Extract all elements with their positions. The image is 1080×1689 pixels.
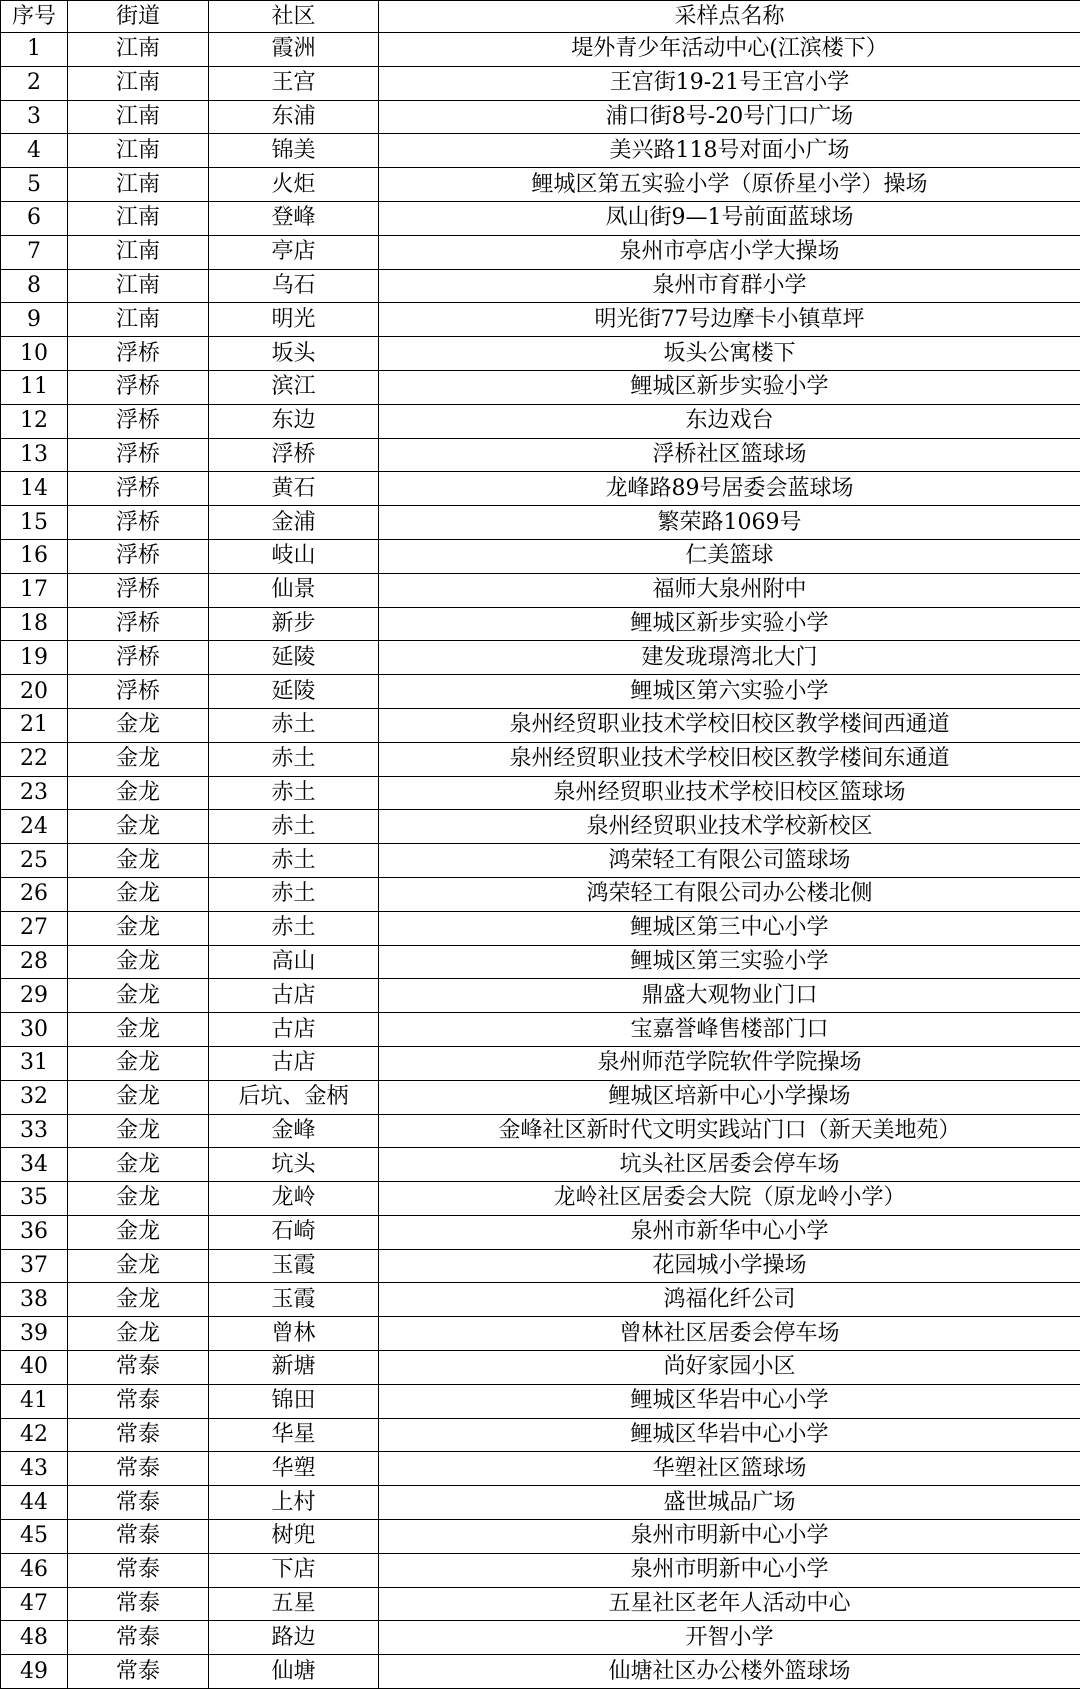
- table-row: [1, 708, 1080, 742]
- cell-street: 常泰: [68, 1486, 209, 1520]
- table-row: [1, 810, 1080, 844]
- cell-street: 金龙: [68, 911, 209, 945]
- table-row: [1, 1351, 1080, 1385]
- cell-street: 浮桥: [68, 607, 209, 641]
- cell-community: 登峰: [209, 201, 379, 235]
- cell-community: 下店: [209, 1553, 379, 1587]
- cell-community: 东边: [209, 404, 379, 438]
- cell-street: 金龙: [68, 1317, 209, 1351]
- cell-community: 新塘: [209, 1351, 379, 1385]
- cell-street: 江南: [68, 134, 209, 168]
- cell-site-name: 华塑社区篮球场: [379, 1452, 1080, 1486]
- table-row: [1, 337, 1080, 371]
- table-row: [1, 404, 1080, 438]
- cell-community: 仙景: [209, 573, 379, 607]
- cell-community: 古店: [209, 1046, 379, 1080]
- cell-site-name: 五星社区老年人活动中心: [379, 1587, 1080, 1621]
- table-row: [1, 269, 1080, 303]
- cell-street: 江南: [68, 201, 209, 235]
- cell-community: 赤土: [209, 708, 379, 742]
- table-row: [1, 675, 1080, 709]
- cell-community: 路边: [209, 1621, 379, 1655]
- cell-community: 石崎: [209, 1215, 379, 1249]
- cell-street: 常泰: [68, 1621, 209, 1655]
- cell-street: 江南: [68, 100, 209, 134]
- cell-street: 江南: [68, 303, 209, 337]
- cell-site-name: 泉州市明新中心小学: [379, 1553, 1080, 1587]
- cell-index: 3: [1, 100, 68, 134]
- cell-index: 49: [1, 1655, 68, 1689]
- cell-site-name: 鲤城区培新中心小学操场: [379, 1080, 1080, 1114]
- cell-community: 赤土: [209, 742, 379, 776]
- table-row: [1, 1418, 1080, 1452]
- cell-street: 江南: [68, 66, 209, 100]
- table-row: [1, 1553, 1080, 1587]
- cell-site-name: 鼎盛大观物业门口: [379, 979, 1080, 1013]
- cell-index: 40: [1, 1351, 68, 1385]
- cell-site-name: 鲤城区第六实验小学: [379, 675, 1080, 709]
- cell-index: 24: [1, 810, 68, 844]
- table-row: [1, 1013, 1080, 1047]
- cell-street: 金龙: [68, 1080, 209, 1114]
- cell-site-name: 泉州市亭店小学大操场: [379, 235, 1080, 269]
- cell-index: 10: [1, 337, 68, 371]
- cell-site-name: 泉州市新华中心小学: [379, 1215, 1080, 1249]
- cell-index: 31: [1, 1046, 68, 1080]
- cell-street: 浮桥: [68, 370, 209, 404]
- cell-site-name: 王宫街19-21号王宫小学: [379, 66, 1080, 100]
- cell-site-name: 尚好家园小区: [379, 1351, 1080, 1385]
- cell-index: 42: [1, 1418, 68, 1452]
- header-community: 社区: [209, 1, 379, 33]
- table-row: [1, 370, 1080, 404]
- cell-community: 火炬: [209, 168, 379, 202]
- cell-index: 33: [1, 1114, 68, 1148]
- cell-street: 金龙: [68, 1283, 209, 1317]
- cell-street: 金龙: [68, 1114, 209, 1148]
- cell-community: 赤土: [209, 810, 379, 844]
- cell-community: 浮桥: [209, 438, 379, 472]
- cell-index: 5: [1, 168, 68, 202]
- cell-index: 35: [1, 1182, 68, 1216]
- cell-index: 1: [1, 33, 68, 67]
- cell-site-name: 鲤城区华岩中心小学: [379, 1384, 1080, 1418]
- table-row: [1, 877, 1080, 911]
- cell-site-name: 鲤城区第五实验小学（原侨星小学）操场: [379, 168, 1080, 202]
- header-street: 街道: [68, 1, 209, 33]
- table-row: [1, 134, 1080, 168]
- cell-community: 玉霞: [209, 1283, 379, 1317]
- cell-community: 王宫: [209, 66, 379, 100]
- cell-index: 11: [1, 370, 68, 404]
- cell-street: 江南: [68, 168, 209, 202]
- cell-street: 常泰: [68, 1351, 209, 1385]
- cell-site-name: 东边戏台: [379, 404, 1080, 438]
- cell-site-name: 仙塘社区办公楼外篮球场: [379, 1655, 1080, 1689]
- cell-index: 32: [1, 1080, 68, 1114]
- cell-index: 19: [1, 641, 68, 675]
- cell-index: 36: [1, 1215, 68, 1249]
- cell-street: 金龙: [68, 1249, 209, 1283]
- table-row: [1, 506, 1080, 540]
- cell-community: 金峰: [209, 1114, 379, 1148]
- cell-street: 浮桥: [68, 641, 209, 675]
- cell-street: 金龙: [68, 844, 209, 878]
- cell-street: 常泰: [68, 1553, 209, 1587]
- table-row: [1, 1046, 1080, 1080]
- table-row: [1, 573, 1080, 607]
- table-row: [1, 844, 1080, 878]
- cell-community: 上村: [209, 1486, 379, 1520]
- cell-street: 浮桥: [68, 404, 209, 438]
- cell-index: 43: [1, 1452, 68, 1486]
- cell-community: 五星: [209, 1587, 379, 1621]
- cell-community: 霞洲: [209, 33, 379, 67]
- cell-street: 金龙: [68, 1182, 209, 1216]
- table-row: [1, 1114, 1080, 1148]
- cell-site-name: 堤外青少年活动中心(江滨楼下）: [379, 33, 1080, 67]
- cell-index: 21: [1, 708, 68, 742]
- cell-index: 47: [1, 1587, 68, 1621]
- cell-street: 江南: [68, 33, 209, 67]
- cell-community: 古店: [209, 979, 379, 1013]
- table-row: [1, 1452, 1080, 1486]
- cell-index: 34: [1, 1148, 68, 1182]
- table-row: [1, 1317, 1080, 1351]
- cell-site-name: 泉州师范学院软件学院操场: [379, 1046, 1080, 1080]
- header-index: 序号: [1, 1, 68, 33]
- cell-site-name: 坑头社区居委会停车场: [379, 1148, 1080, 1182]
- cell-site-name: 龙峰路89号居委会蓝球场: [379, 472, 1080, 506]
- cell-community: 赤土: [209, 911, 379, 945]
- cell-site-name: 坂头公寓楼下: [379, 337, 1080, 371]
- cell-site-name: 明光街77号边摩卡小镇草坪: [379, 303, 1080, 337]
- cell-index: 14: [1, 472, 68, 506]
- table-row: [1, 641, 1080, 675]
- cell-street: 金龙: [68, 810, 209, 844]
- cell-community: 黄石: [209, 472, 379, 506]
- cell-index: 41: [1, 1384, 68, 1418]
- cell-index: 13: [1, 438, 68, 472]
- cell-street: 金龙: [68, 1046, 209, 1080]
- cell-site-name: 泉州经贸职业技术学校旧校区教学楼间东通道: [379, 742, 1080, 776]
- cell-index: 46: [1, 1553, 68, 1587]
- cell-index: 2: [1, 66, 68, 100]
- cell-street: 常泰: [68, 1655, 209, 1689]
- cell-community: 赤土: [209, 877, 379, 911]
- cell-site-name: 繁荣路1069号: [379, 506, 1080, 540]
- cell-community: 华星: [209, 1418, 379, 1452]
- header-site-name: 采样点名称: [379, 1, 1080, 33]
- cell-site-name: 建发珑璟湾北大门: [379, 641, 1080, 675]
- cell-site-name: 开智小学: [379, 1621, 1080, 1655]
- cell-community: 锦田: [209, 1384, 379, 1418]
- cell-street: 常泰: [68, 1520, 209, 1554]
- cell-community: 华塑: [209, 1452, 379, 1486]
- cell-street: 常泰: [68, 1418, 209, 1452]
- cell-community: 亭店: [209, 235, 379, 269]
- cell-index: 12: [1, 404, 68, 438]
- table-row: [1, 1215, 1080, 1249]
- cell-index: 20: [1, 675, 68, 709]
- cell-site-name: 泉州经贸职业技术学校旧校区篮球场: [379, 776, 1080, 810]
- cell-site-name: 宝嘉誉峰售楼部门口: [379, 1013, 1080, 1047]
- cell-community: 锦美: [209, 134, 379, 168]
- table-row: [1, 1587, 1080, 1621]
- cell-community: 赤土: [209, 844, 379, 878]
- cell-site-name: 鲤城区新步实验小学: [379, 607, 1080, 641]
- cell-index: 23: [1, 776, 68, 810]
- cell-index: 27: [1, 911, 68, 945]
- cell-community: 坑头: [209, 1148, 379, 1182]
- cell-community: 滨江: [209, 370, 379, 404]
- table-row: [1, 438, 1080, 472]
- cell-street: 江南: [68, 269, 209, 303]
- cell-street: 金龙: [68, 877, 209, 911]
- table-row: [1, 1148, 1080, 1182]
- cell-site-name: 凤山街9—1号前面蓝球场: [379, 201, 1080, 235]
- cell-community: 金浦: [209, 506, 379, 540]
- table-row: [1, 1080, 1080, 1114]
- cell-street: 浮桥: [68, 438, 209, 472]
- cell-index: 44: [1, 1486, 68, 1520]
- cell-street: 金龙: [68, 1215, 209, 1249]
- cell-site-name: 福师大泉州附中: [379, 573, 1080, 607]
- cell-site-name: 盛世城品广场: [379, 1486, 1080, 1520]
- cell-index: 25: [1, 844, 68, 878]
- cell-site-name: 泉州经贸职业技术学校新校区: [379, 810, 1080, 844]
- cell-community: 树兜: [209, 1520, 379, 1554]
- cell-index: 29: [1, 979, 68, 1013]
- cell-community: 延陵: [209, 675, 379, 709]
- cell-index: 18: [1, 607, 68, 641]
- cell-street: 金龙: [68, 1148, 209, 1182]
- cell-community: 古店: [209, 1013, 379, 1047]
- cell-index: 17: [1, 573, 68, 607]
- cell-community: 仙塘: [209, 1655, 379, 1689]
- cell-community: 延陵: [209, 641, 379, 675]
- cell-site-name: 鸿荣轻工有限公司办公楼北侧: [379, 877, 1080, 911]
- cell-index: 28: [1, 945, 68, 979]
- cell-street: 金龙: [68, 979, 209, 1013]
- header-row: [1, 1, 1080, 33]
- cell-street: 江南: [68, 235, 209, 269]
- cell-street: 金龙: [68, 1013, 209, 1047]
- cell-index: 22: [1, 742, 68, 776]
- table-row: [1, 979, 1080, 1013]
- cell-street: 浮桥: [68, 337, 209, 371]
- cell-site-name: 鲤城区第三中心小学: [379, 911, 1080, 945]
- table-row: [1, 472, 1080, 506]
- cell-index: 48: [1, 1621, 68, 1655]
- table-row: [1, 303, 1080, 337]
- table-row: [1, 1520, 1080, 1554]
- cell-index: 6: [1, 201, 68, 235]
- table-row: [1, 235, 1080, 269]
- cell-street: 浮桥: [68, 472, 209, 506]
- cell-index: 15: [1, 506, 68, 540]
- cell-site-name: 鸿荣轻工有限公司篮球场: [379, 844, 1080, 878]
- table-row: [1, 66, 1080, 100]
- cell-street: 浮桥: [68, 573, 209, 607]
- cell-index: 26: [1, 877, 68, 911]
- cell-index: 8: [1, 269, 68, 303]
- table-body: [1, 33, 1080, 1689]
- table-row: [1, 1384, 1080, 1418]
- table-row: [1, 1283, 1080, 1317]
- cell-community: 曾林: [209, 1317, 379, 1351]
- cell-street: 浮桥: [68, 506, 209, 540]
- cell-street: 金龙: [68, 945, 209, 979]
- cell-community: 乌石: [209, 269, 379, 303]
- table-row: [1, 945, 1080, 979]
- cell-community: 岐山: [209, 539, 379, 573]
- cell-street: 常泰: [68, 1384, 209, 1418]
- cell-site-name: 金峰社区新时代文明实践站门口（新天美地苑）: [379, 1114, 1080, 1148]
- table-row: [1, 1249, 1080, 1283]
- cell-index: 9: [1, 303, 68, 337]
- table-row: [1, 742, 1080, 776]
- cell-site-name: 美兴路118号对面小广场: [379, 134, 1080, 168]
- cell-street: 常泰: [68, 1587, 209, 1621]
- cell-community: 玉霞: [209, 1249, 379, 1283]
- cell-index: 16: [1, 539, 68, 573]
- cell-community: 东浦: [209, 100, 379, 134]
- cell-community: 后坑、金柄: [209, 1080, 379, 1114]
- table-row: [1, 168, 1080, 202]
- cell-street: 常泰: [68, 1452, 209, 1486]
- table-row: [1, 539, 1080, 573]
- table-row: [1, 911, 1080, 945]
- table-row: [1, 33, 1080, 67]
- cell-community: 龙岭: [209, 1182, 379, 1216]
- cell-site-name: 浦口街8号-20号门口广场: [379, 100, 1080, 134]
- cell-index: 38: [1, 1283, 68, 1317]
- cell-index: 37: [1, 1249, 68, 1283]
- cell-community: 高山: [209, 945, 379, 979]
- table-row: [1, 776, 1080, 810]
- cell-community: 明光: [209, 303, 379, 337]
- cell-site-name: 花园城小学操场: [379, 1249, 1080, 1283]
- cell-site-name: 仁美篮球: [379, 539, 1080, 573]
- table-row: [1, 1486, 1080, 1520]
- cell-site-name: 泉州市育群小学: [379, 269, 1080, 303]
- cell-street: 金龙: [68, 776, 209, 810]
- cell-index: 45: [1, 1520, 68, 1554]
- cell-street: 浮桥: [68, 539, 209, 573]
- table-row: [1, 100, 1080, 134]
- cell-street: 金龙: [68, 742, 209, 776]
- cell-site-name: 鸿福化纤公司: [379, 1283, 1080, 1317]
- cell-index: 39: [1, 1317, 68, 1351]
- table-row: [1, 1655, 1080, 1689]
- table-row: [1, 1182, 1080, 1216]
- table-row: [1, 1621, 1080, 1655]
- table-row: [1, 607, 1080, 641]
- cell-site-name: 浮桥社区篮球场: [379, 438, 1080, 472]
- cell-community: 赤土: [209, 776, 379, 810]
- cell-site-name: 泉州市明新中心小学: [379, 1520, 1080, 1554]
- cell-street: 浮桥: [68, 675, 209, 709]
- cell-site-name: 曾林社区居委会停车场: [379, 1317, 1080, 1351]
- cell-index: 30: [1, 1013, 68, 1047]
- cell-community: 新步: [209, 607, 379, 641]
- cell-site-name: 龙岭社区居委会大院（原龙岭小学）: [379, 1182, 1080, 1216]
- cell-site-name: 鲤城区华岩中心小学: [379, 1418, 1080, 1452]
- table-row: [1, 201, 1080, 235]
- cell-index: 7: [1, 235, 68, 269]
- cell-community: 坂头: [209, 337, 379, 371]
- cell-site-name: 鲤城区新步实验小学: [379, 370, 1080, 404]
- cell-street: 金龙: [68, 708, 209, 742]
- cell-index: 4: [1, 134, 68, 168]
- cell-site-name: 泉州经贸职业技术学校旧校区教学楼间西通道: [379, 708, 1080, 742]
- cell-site-name: 鲤城区第三实验小学: [379, 945, 1080, 979]
